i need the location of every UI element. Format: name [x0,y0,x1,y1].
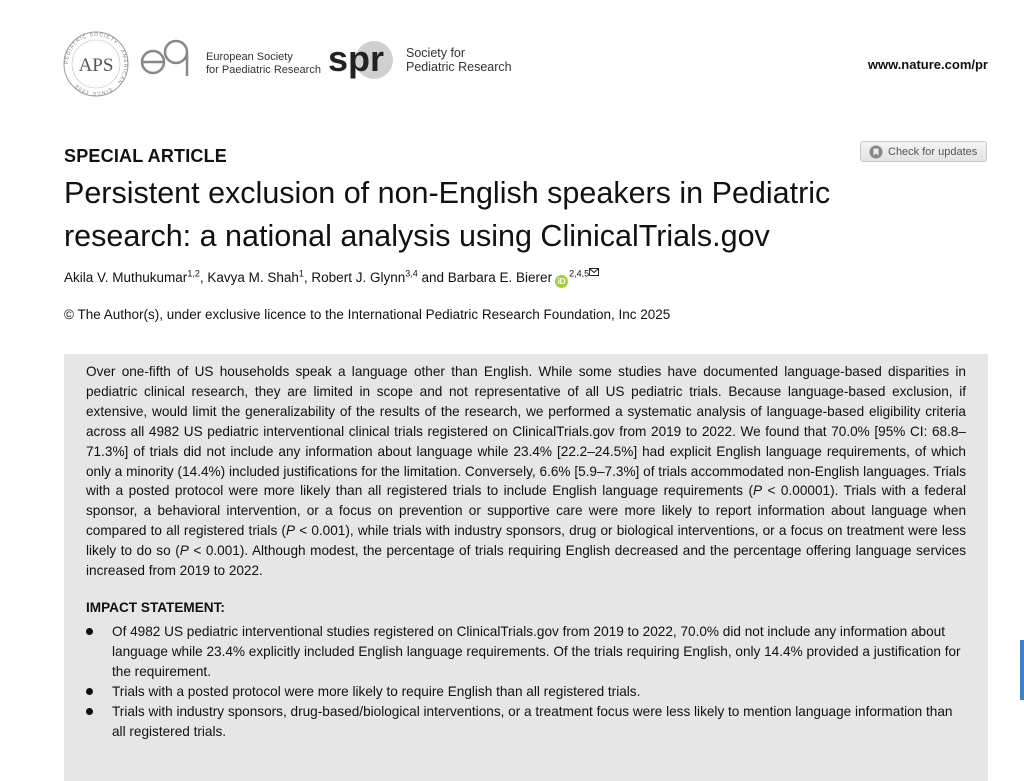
author-name[interactable]: Kavya M. Shah [207,270,299,285]
author-name[interactable]: Akila V. Muthukumar [64,270,188,285]
spr-line1: Society for [406,46,466,60]
spr-logo [326,40,512,80]
author-affiliation[interactable]: 1 [298,268,304,279]
author-affiliation[interactable]: 1,2 [187,268,200,279]
journal-url[interactable]: www.nature.com/pr [867,57,988,72]
author-affiliation[interactable]: 3,4 [405,268,418,279]
aps-logo-text: APS [78,55,114,76]
impact-item: Of 4982 US pediatric interventional studies registered on ClinicalTrials.gov from 2019 to 2022, 70.0% did not include any information about language while 23.4% explicitly included English language requirements. Of the trials requiring English, only 14.4% provided a justification for the requirement. [86,622,966,682]
author-list: Akila V. Muthukumar$^{1,2}$, Kavya M. Shah$^1$, Robert J. Glynn$^{3,4}$ and Barbara E. Bierer iD$^{2,4,5}$ [64,268,599,288]
espr-line1: European Society [206,51,293,63]
bookmark-update-icon [869,145,883,159]
espr-mark-icon [140,38,198,78]
espr-logo [140,38,321,78]
check-for-updates-label: Check for updates [888,145,978,158]
impact-item: Trials with industry sponsors, drug-based/biological interventions, or a treatment focus were less likely to mention language information than all registered trials. [86,702,966,742]
aps-logo [62,30,130,98]
check-for-updates-button[interactable] [860,141,987,162]
orcid-icon[interactable]: iD [555,275,568,288]
impact-statement-heading: IMPACT STATEMENT: [86,599,225,615]
spr-mark: spr [328,40,385,79]
email-icon[interactable] [589,268,599,276]
author-name[interactable]: Robert J. Glynn [311,270,406,285]
abstract-box [64,354,988,781]
aps-ring-text: PEDIATRIC SOCIETY · AMERICAN · SINCE 1888 [63,31,129,97]
author-affiliation[interactable]: 2,4,5 [569,268,590,279]
copyright-notice: © The Author(s), under exclusive licence to the International Pediatric Research Foundation, Inc 2025 [64,307,671,322]
abstract-text: Over one-fifth of US households speak a language other than English. While some studies have documented language-based disparities in pediatric clinical research, they are limited in scope and not representative of all US pediatric trials. Because language-based exclusion, if extensive, would limit the generalizability of the results of the research, we performed a systematic analysis of language-based eligibility criteria across all 4982 US pediatric interventional clinical trials registered on ClinicalTrials.gov from 2019 to 2022. We found that 70.0% [95% CI: 68.8–71.3%] of trials did not include any information about language while 23.4% [22.2–24.5%] had explicit English language requirements, of which only a minority (14.4%) included justifications for the limitation. Conversely, 6.6% [5.9–7.3%] of trials accommodated non-English languages. Trials with a posted protocol were more likely than all registered trials to include English language requirements (P < 0.00001). Trials with a federal sponsor, a behavioral intervention, or a focus on prevention or supportive care were more likely to report information about language when compared to all registered trials (P < 0.001), while trials with industry sponsors, drug or biological interventions, or a focus on treatment were less likely to do so (P < 0.001). Although modest, the percentage of trials requiring English decreased and the percentage offering language services increased from 2019 to 2022. [86,364,966,579]
scroll-edge-indicator [1020,640,1024,700]
impact-item: Trials with a posted protocol were more likely to require English than all registered trials. [86,682,966,702]
article-type: SPECIAL ARTICLE [64,146,228,166]
espr-line2: for Paediatric Research [206,64,321,76]
impact-statement-list [86,622,966,741]
spr-line2: Pediatric Research [406,60,512,74]
author-name[interactable]: Barbara E. Bierer [447,270,553,285]
article-title: Persistent exclusion of non-English speakers in Pediatric research: a national analysis using ClinicalTrials.gov [64,176,831,253]
